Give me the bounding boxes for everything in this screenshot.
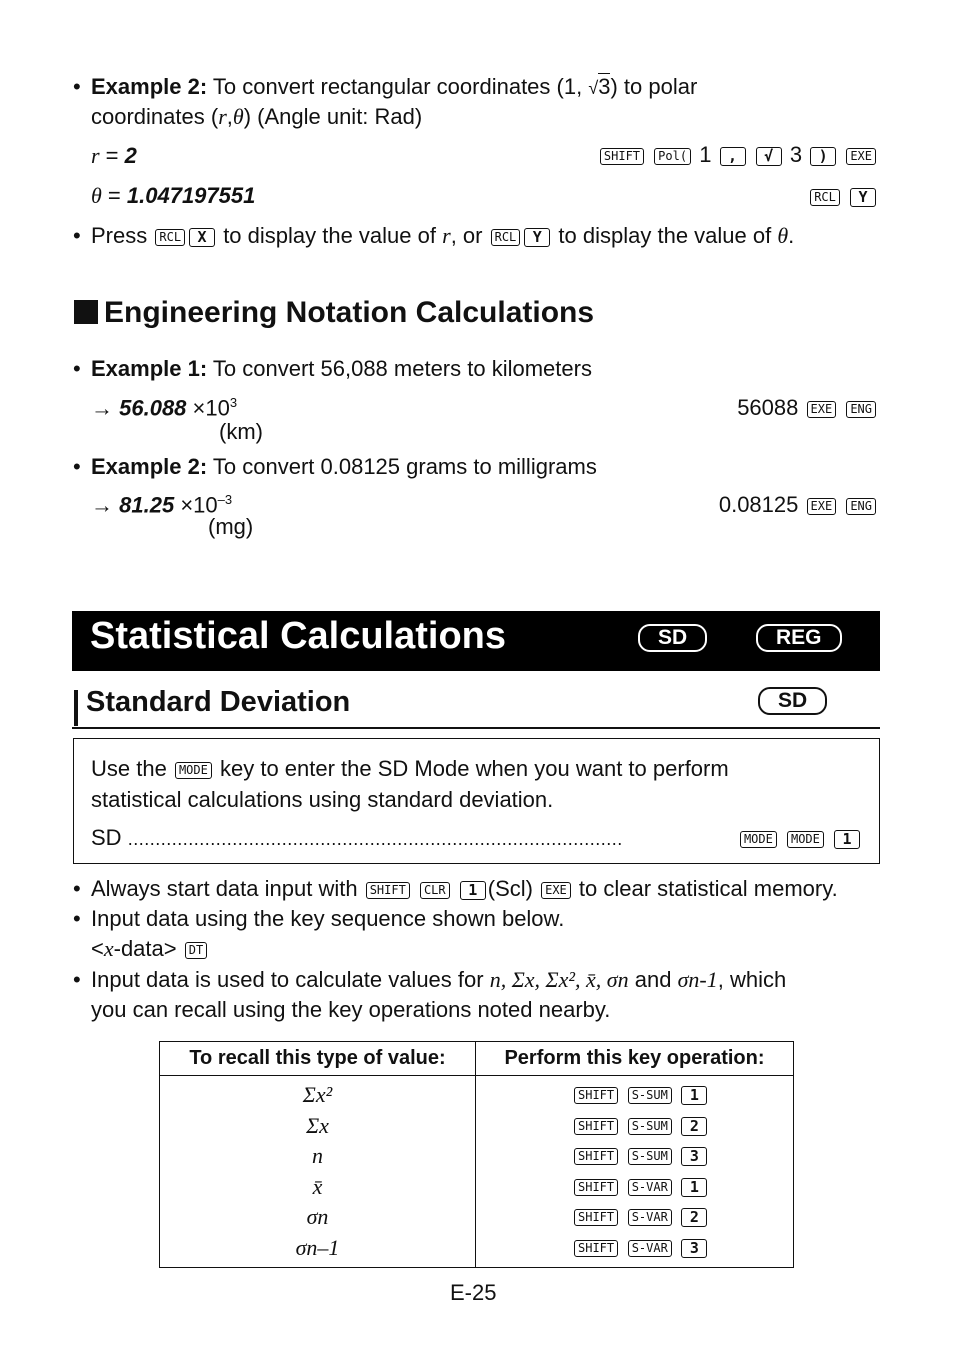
s-var-key[interactable]: S-VAR [628, 1209, 672, 1226]
shift-key[interactable]: SHIFT [574, 1148, 618, 1165]
exponent: –3 [217, 492, 233, 507]
eng-keys-2 [719, 492, 878, 518]
table-row-keys [476, 1141, 793, 1172]
eng-keys-1 [737, 395, 878, 421]
keys-column [476, 1076, 794, 1268]
section-square-icon [74, 300, 98, 324]
example-text: To convert 56,088 meters to kilometers [212, 356, 592, 381]
unit-mg: (mg) [208, 514, 254, 539]
exe-key[interactable]: EXE [541, 882, 571, 899]
stat-section-title: Statistical Calculations [90, 615, 507, 657]
one-key[interactable]: 1 [460, 881, 486, 900]
theta-result [91, 183, 255, 209]
exe-key[interactable]: EXE [807, 401, 837, 418]
example-label: Example 1: [91, 356, 208, 381]
shift-key[interactable]: SHIFT [574, 1118, 618, 1135]
scl-label: (Scl) [487, 876, 533, 901]
note-text: . [788, 223, 795, 248]
table-row-keys [476, 1202, 793, 1233]
result-value: 81.25 [119, 492, 175, 518]
sd-subsection-title: Standard Deviation [86, 686, 351, 718]
theta-symbol: θ [232, 104, 244, 129]
theta-symbol: θ [777, 223, 789, 248]
rcl-key[interactable]: RCL [810, 189, 840, 206]
x-data-sequence [91, 936, 209, 962]
x-key[interactable]: X [189, 228, 215, 247]
rcl-key[interactable]: RCL [155, 229, 185, 246]
sqrt-arg: 3 [598, 74, 611, 99]
example-text: ) (Angle unit: Rad) [243, 104, 423, 129]
sqrt-key[interactable]: √ [756, 147, 782, 166]
table-row-value: σn–1 [295, 1234, 340, 1260]
example-text: coordinates ( [91, 104, 219, 129]
box-line-1 [91, 756, 729, 782]
x-symbol: x [103, 936, 114, 961]
shift-key[interactable]: SHIFT [574, 1087, 618, 1104]
shift-key[interactable]: SHIFT [574, 1209, 618, 1226]
shift-key[interactable]: SHIFT [366, 882, 410, 899]
theta-symbol: θ [91, 183, 102, 208]
note-text: , or [450, 223, 483, 248]
table-row-keys [476, 1172, 793, 1203]
sqrt-sign: √ [588, 78, 599, 98]
equals: = [99, 143, 125, 168]
data-label: -data> [113, 936, 177, 961]
two-key[interactable]: 2 [681, 1208, 707, 1227]
polar-example-line-1 [91, 74, 697, 100]
result-value: 56.088 [119, 395, 187, 421]
sd-label: SD [91, 825, 128, 850]
box-line-3 [91, 825, 623, 851]
note-text: Press [91, 223, 148, 248]
input-number: 0.08125 [718, 492, 799, 517]
example-text: ) to polar [610, 74, 698, 99]
mode-key[interactable]: MODE [740, 831, 777, 848]
bullet-clear-memory [91, 876, 838, 902]
note-text: to display the value of [223, 223, 436, 248]
comma-key[interactable]: , [720, 147, 746, 166]
box-text: Use the [91, 756, 167, 781]
shift-key[interactable]: SHIFT [600, 148, 644, 165]
theta-value: 1.047197551 [126, 183, 256, 208]
y-key[interactable]: Y [850, 188, 876, 207]
rcl-key[interactable]: RCL [491, 229, 521, 246]
s-sum-key[interactable]: S-SUM [628, 1118, 672, 1135]
bullet-text: Input data is used to calculate values for [91, 967, 484, 992]
close-paren-key[interactable]: ) [810, 147, 836, 166]
table-row-keys [476, 1233, 793, 1264]
table-row-value: n [312, 1143, 323, 1168]
sd-mode-tag: SD [638, 624, 707, 652]
exe-key[interactable]: EXE [807, 498, 837, 515]
r-result [91, 143, 137, 169]
r-symbol: r [91, 143, 100, 168]
one-key[interactable]: 1 [681, 1178, 707, 1197]
bracket: < [91, 936, 104, 961]
eng-example-2 [91, 454, 597, 480]
leader-dots: .......................................................................................... [127, 829, 623, 849]
bullet-values [91, 967, 786, 993]
three-key[interactable]: 3 [681, 1239, 707, 1258]
table-row-value: x̄ [312, 1173, 323, 1199]
table-row-keys [476, 1111, 793, 1142]
bullet-text: and [634, 967, 672, 992]
arrow-icon: → [91, 492, 113, 518]
shift-key[interactable]: SHIFT [574, 1179, 618, 1196]
times-ten: ×10 [192, 395, 230, 421]
s-var-key[interactable]: S-VAR [628, 1179, 672, 1196]
mode-key[interactable]: MODE [787, 831, 824, 848]
digit-text: 3 [789, 142, 803, 167]
eng-result-1 [91, 395, 237, 421]
example-text: To convert 0.08125 grams to milligrams [212, 454, 597, 479]
page-number: E-25 [450, 1280, 497, 1305]
r-value: 2 [124, 143, 137, 168]
unit-km: (km) [219, 419, 263, 444]
s-sum-key[interactable]: S-SUM [628, 1087, 672, 1104]
bullet-text: to clear statistical memory. [578, 876, 838, 901]
mode-key[interactable]: MODE [175, 762, 212, 779]
box-line-2: statistical calculations using standard deviation. [91, 787, 554, 812]
press-note [91, 223, 794, 249]
digit-text: 1 [699, 142, 712, 167]
example-text: To convert rectangular coordinates (1, [212, 74, 583, 99]
value-list: n, Σx, Σx², x̄, σn [489, 967, 629, 992]
s-sum-key[interactable]: S-SUM [628, 1148, 672, 1165]
eng-section-title: Engineering Notation Calculations [104, 296, 595, 329]
sd-mode-box [73, 738, 880, 864]
table-row-keys [476, 1080, 793, 1111]
box-keys [738, 825, 862, 851]
value-column [160, 1076, 476, 1268]
s-var-key[interactable]: S-VAR [628, 1240, 672, 1257]
box-text: key to enter the SD Mode when you want to perform [219, 756, 729, 781]
arrow-icon: → [91, 395, 113, 421]
clr-key[interactable]: CLR [420, 882, 450, 899]
times-ten: ×10 [180, 492, 218, 518]
bullet-input-data: • Input data using the key sequence shown below. [91, 906, 564, 932]
sigma-n-1: σn-1 [677, 967, 718, 992]
subsection-rule [72, 727, 880, 729]
eng-key[interactable]: ENG [846, 498, 876, 515]
example-label: Example 2: [91, 454, 208, 479]
eng-key[interactable]: ENG [846, 401, 876, 418]
y-key[interactable]: Y [524, 228, 550, 247]
r-key-sequence [598, 142, 878, 168]
bullet-text: , which [717, 967, 787, 992]
exponent: 3 [229, 395, 238, 410]
dt-key[interactable]: DT [185, 942, 207, 959]
bullet-values-cont: you can recall using the key operations noted nearby. [91, 997, 611, 1022]
col-header-keys: Perform this key operation: [476, 1042, 794, 1076]
two-key[interactable]: 2 [681, 1117, 707, 1136]
col-header-value: To recall this type of value: [160, 1042, 476, 1076]
table-row-value: Σx² [302, 1082, 333, 1107]
three-key[interactable]: 3 [681, 1147, 707, 1166]
input-number: 56088 [737, 395, 799, 420]
eng-example-1 [91, 356, 592, 382]
equals: = [101, 183, 127, 208]
table-header-row [160, 1042, 794, 1076]
r-symbol: r [218, 104, 227, 129]
comma: , [226, 104, 233, 129]
stat-header-bar [72, 611, 880, 671]
pol-key[interactable]: Pol( [654, 148, 691, 165]
polar-example-line-2 [91, 104, 422, 130]
reg-mode-tag: REG [756, 624, 842, 652]
one-key[interactable]: 1 [834, 830, 860, 849]
one-key[interactable]: 1 [681, 1086, 707, 1105]
subsection-bar [74, 690, 78, 726]
theta-key-sequence [808, 183, 878, 209]
example-label: Example 2: [91, 74, 208, 99]
table-row-value: σn [306, 1204, 329, 1229]
note-text: to display the value of [558, 223, 772, 248]
shift-key[interactable]: SHIFT [574, 1240, 618, 1257]
recall-table [159, 1041, 794, 1268]
exe-key[interactable]: EXE [846, 148, 876, 165]
table-row-value: Σx [306, 1112, 329, 1138]
bullet-text: Always start data input with [91, 876, 358, 901]
r-symbol: r [442, 223, 451, 248]
sd-mode-tag: SD [758, 687, 827, 715]
